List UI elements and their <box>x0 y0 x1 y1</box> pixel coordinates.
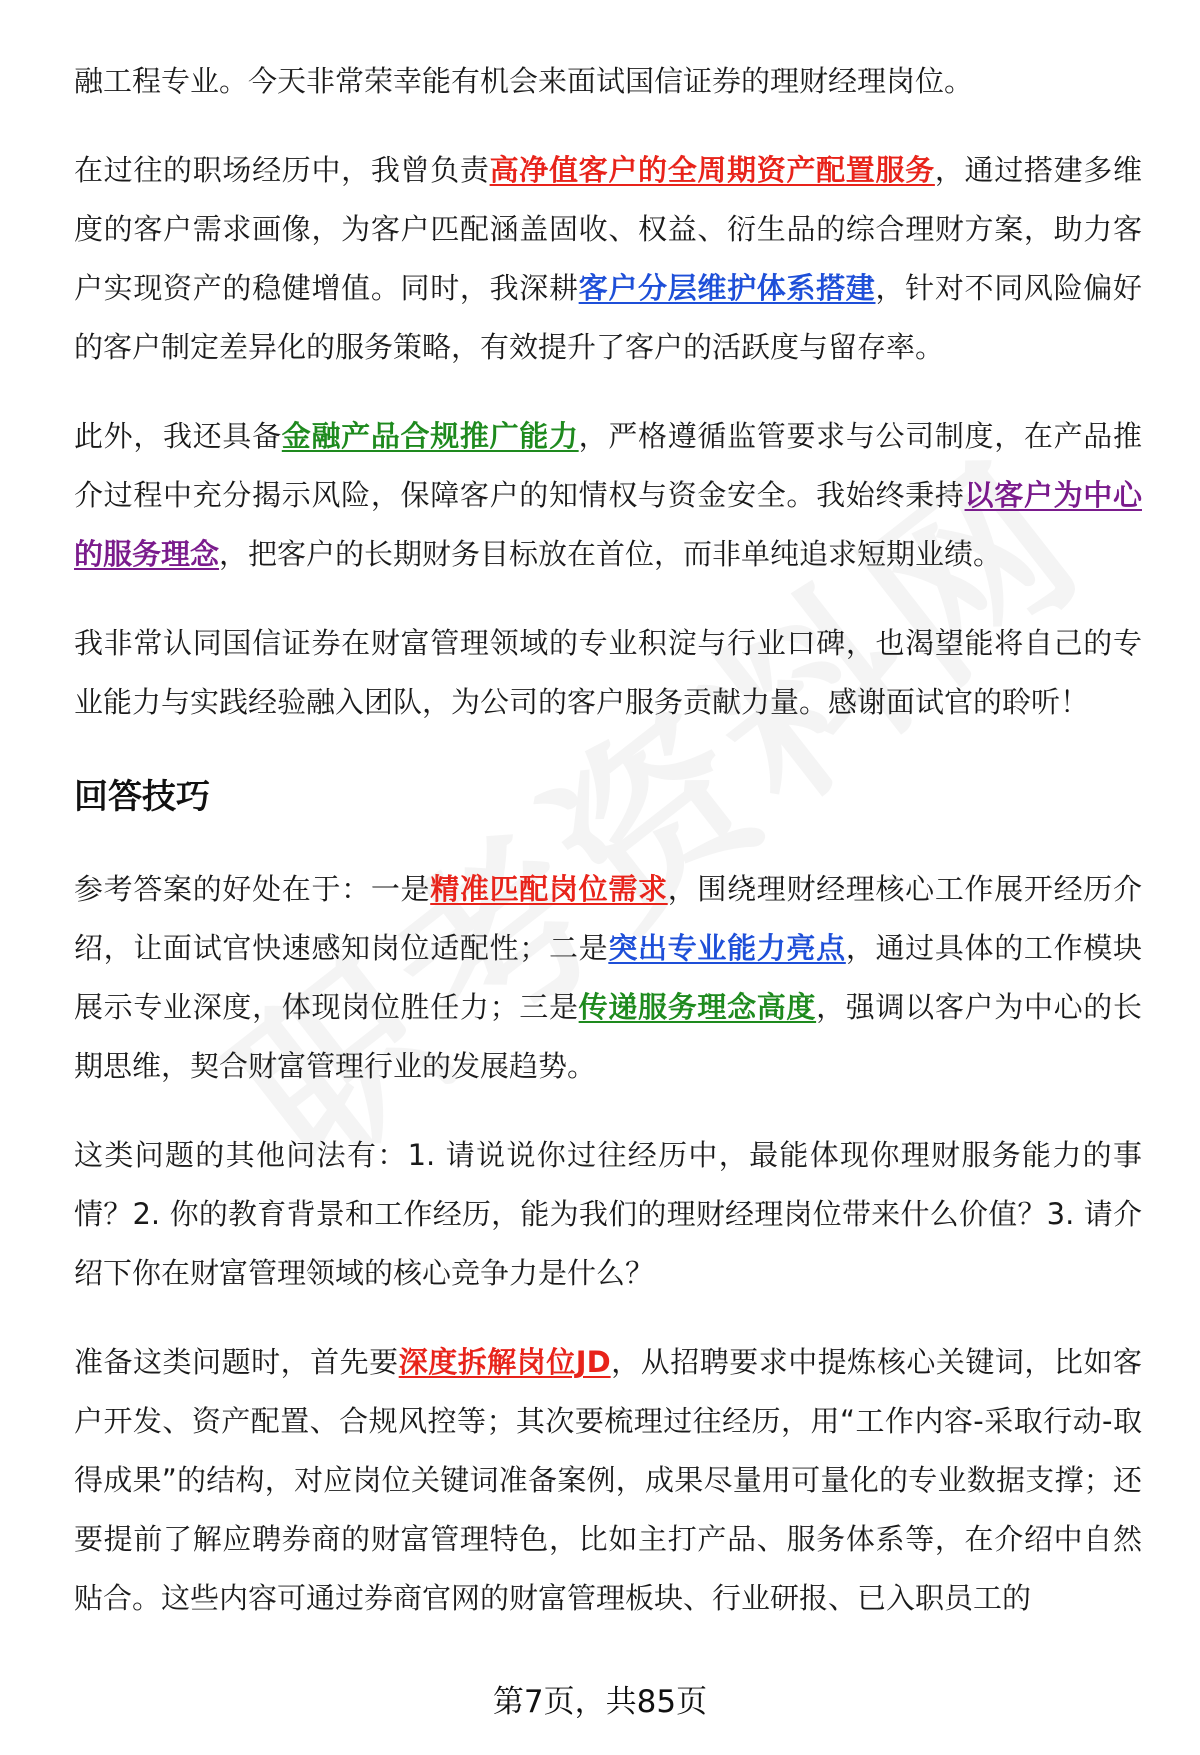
highlight-phrase: 传递服务理念高度 <box>578 990 817 1024</box>
tips-paragraph <box>74 1333 1142 1628</box>
answer-paragraph <box>74 141 1142 377</box>
highlight-phrase: 客户分层维护体系搭建 <box>578 271 876 305</box>
text-segment: ，针对不同风险偏好的客户制定差异化的服务策略，有效提升了客户的活跃度与留存率。 <box>74 271 1142 364</box>
highlight-phrase: 高净值客户的全周期资产配置服务 <box>489 153 935 187</box>
text-segment: ，严格遵循监管要求与公司制度，在产品推介过程中充分揭示风险，保障客户的知情权与资金安全。我始终秉持 <box>74 419 1142 512</box>
text-segment: ，从招聘要求中提炼核心关键词，比如客户开发、资产配置、合规风控等；其次要梳理过往经历，用“工作内容-采取行动-取得成果”的结构，对应岗位关键词准备案例，成果尽量用可量化的专业数据支撑；还要提前了解应聘券商的财富管理特色，比如主打产品、服务体系等，在介绍中自然贴合。这些内容可通过券商官网的财富管理板块、行业研报、已入职员工的 <box>74 1345 1142 1615</box>
text-segment: 我非常认同国信证券在财富管理领域的专业积淀与行业口碑，也渴望能将自己的专业能力与实践经验融入团队，为公司的客户服务贡献力量。感谢面试官的聆听！ <box>74 626 1142 719</box>
text-segment: ，通过搭建多维度的客户需求画像，为客户匹配涵盖固收、权益、衍生品的综合理财方案，助力客户实现资产的稳健增值。同时，我深耕 <box>74 153 1142 305</box>
highlight-phrase: 金融产品合规推广能力 <box>281 419 579 453</box>
page-number: 第7页，共85页 <box>492 1684 708 1720</box>
text-segment: 在过往的职场经历中，我曾负责 <box>74 153 490 187</box>
section-heading: 回答技巧 <box>74 777 210 817</box>
answer-paragraph <box>74 52 1142 111</box>
text-segment: 这类问题的其他问法有：1. 请说说你过往经历中，最能体现你理财服务能力的事情？2. 你的教育背景和工作经历，能为我们的理财经理岗位带来什么价值？3. 请介绍下你在财富管理领域的核心竞争力是什么？ <box>74 1138 1142 1290</box>
text-segment: 准备这类问题时，首先要 <box>74 1345 399 1379</box>
answer-body <box>74 52 1142 732</box>
text-segment: 融工程专业。今天非常荣幸能有机会来面试国信证券的理财经理岗位。 <box>74 64 974 98</box>
tips-paragraph <box>74 1126 1142 1303</box>
tips-body <box>74 860 1142 1628</box>
text-segment: ，围绕理财经理核心工作展开经历介绍，让面试官快速感知岗位适配性；二是 <box>74 872 1142 965</box>
text-segment: ，通过具体的工作模块展示专业深度，体现岗位胜任力；三是 <box>74 931 1142 1024</box>
text-segment: ，把客户的长期财务目标放在首位，而非单纯追求短期业绩。 <box>219 537 1003 571</box>
highlight-phrase: 精准匹配岗位需求 <box>430 872 668 906</box>
answer-paragraph <box>74 407 1142 584</box>
highlight-phrase: 以客户为中心的服务理念 <box>74 478 1142 571</box>
highlight-phrase: 突出专业能力亮点 <box>608 931 846 965</box>
answer-paragraph <box>74 614 1142 732</box>
text-segment: 参考答案的好处在于：一是 <box>74 872 431 906</box>
document-page <box>74 52 1142 1658</box>
highlight-phrase: 深度拆解岗位JD <box>398 1345 611 1379</box>
tips-paragraph <box>74 860 1142 1096</box>
text-segment: ，强调以客户为中心的长期思维，契合财富管理行业的发展趋势。 <box>74 990 1142 1083</box>
text-segment: 此外，我还具备 <box>74 419 282 453</box>
